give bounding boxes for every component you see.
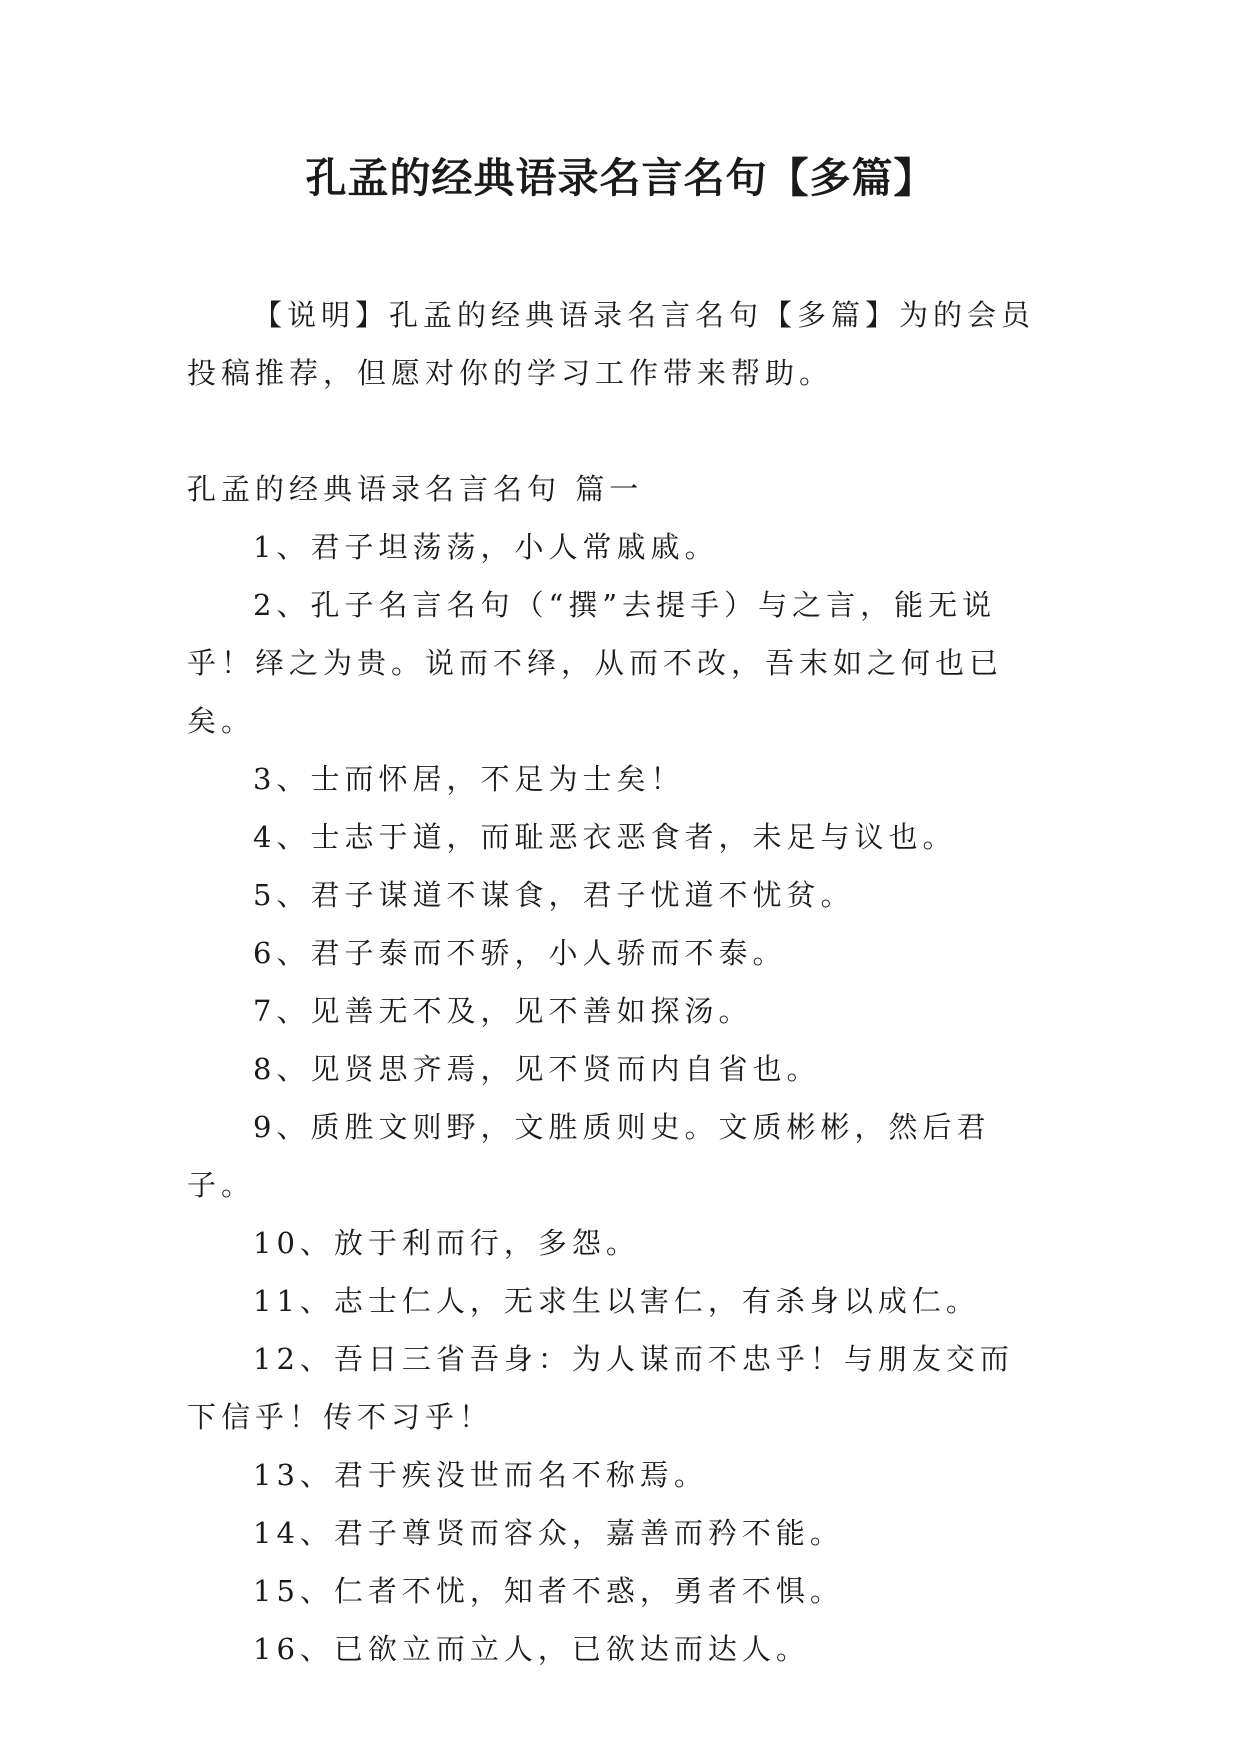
quote-item: 12、吾日三省吾身：为人谋而不忠乎！与朋友交而下信乎！传不习乎！ <box>187 1342 1014 1434</box>
intro-paragraph: 【说明】孔孟的经典语录名言名句【多篇】为的会员投稿推荐，但愿对你的学习工作带来帮助。 <box>187 298 1036 390</box>
quote-item: 8、见贤思齐焉，见不贤而内自省也。 <box>253 1052 821 1086</box>
quote-item: 14、君子尊贤而容众，嘉善而矜不能。 <box>253 1516 844 1550</box>
quote-item: 16、已欲立而立人，已欲达而达人。 <box>253 1632 810 1666</box>
quote-item: 6、君子泰而不骄，小人骄而不泰。 <box>253 936 787 970</box>
quote-item: 4、士志于道，而耻恶衣恶食者，未足与议也。 <box>253 820 957 854</box>
quote-item: 15、仁者不忧，知者不惑，勇者不惧。 <box>253 1574 844 1608</box>
document-title: 孔孟的经典语录名言名句【多篇】 <box>305 154 936 202</box>
quote-item: 1、君子坦荡荡，小人常戚戚。 <box>253 530 719 564</box>
quote-item: 3、士而怀居，不足为士矣！ <box>253 762 685 796</box>
quote-item: 11、志士仁人，无求生以害仁，有杀身以成仁。 <box>253 1284 980 1318</box>
section-heading: 孔孟的经典语录名言名句 篇一 <box>187 472 644 506</box>
quote-item: 2、孔子名言名句（“撰”去提手）与之言，能无说乎！绎之为贵。说而不绎，从而不改，吾末如之何也已矣。 <box>187 588 1004 738</box>
quote-list <box>187 518 1047 1678</box>
quote-item: 13、君于疾没世而名不称焉。 <box>253 1458 708 1492</box>
quote-item: 5、君子谋道不谋食，君子忧道不忧贫。 <box>253 878 855 912</box>
quote-item: 9、质胜文则野，文胜质则史。文质彬彬，然后君子。 <box>187 1110 991 1202</box>
quote-item: 10、放于利而行，多怨。 <box>253 1226 640 1260</box>
quote-item: 7、见善无不及，见不善如探汤。 <box>253 994 753 1028</box>
